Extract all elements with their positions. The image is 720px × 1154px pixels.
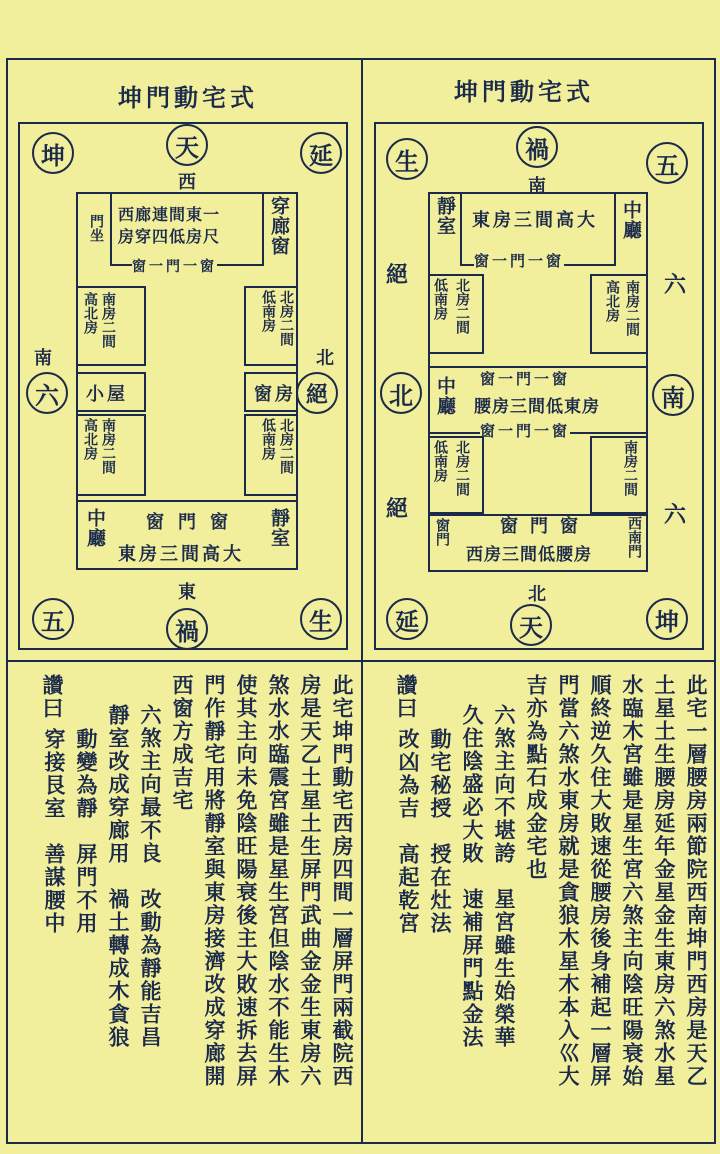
right-upper-right-b: 南房二間: [624, 280, 640, 336]
right-top-room-line: 東房三間高大: [472, 210, 598, 231]
right-corner-bottom-right: 坤: [646, 598, 688, 640]
right-text-line-3: 水臨木宮雖是星生宮六煞主向陰旺陽衰始: [620, 674, 645, 1088]
left-corner-bottom-center: 禍: [166, 608, 208, 650]
left-top-left-room: 門坐: [88, 214, 104, 242]
right-dir-bottom: 北: [528, 584, 546, 605]
right-corner-top-right: 五: [646, 142, 688, 184]
left-text-line-9: 動變為靜 屏門不用: [74, 728, 99, 935]
right-lower-left-a: 低南房: [432, 440, 448, 482]
right-top-room-window: 窗一門一窗: [474, 252, 565, 270]
left-top-room-line1: 西廊連間東一: [118, 205, 221, 224]
divider-vertical: [361, 58, 363, 1142]
right-corner-bottom-left: 延: [386, 598, 428, 640]
left-text-line-2: 房是天乙土星土生屏門武曲金金生東房六: [298, 674, 323, 1088]
right-text-line-8: 久住陰盛必大敗 速補屏門點金法: [460, 704, 485, 1049]
right-text-line-5: 門當六煞水東房就是貪狼木星木本入巛大: [556, 674, 581, 1088]
right-text-line-7: 六煞主向不堪誇 星宮雖生始榮華: [492, 704, 517, 1049]
right-middle-line: 腰房三間低東房: [474, 397, 600, 417]
right-top-right-room: 中廳: [620, 200, 642, 240]
right-bottom-line: 西房三間低腰房: [466, 545, 592, 565]
left-corner-bottom-left: 五: [32, 598, 74, 640]
right-bottom-window: 窗門窗: [500, 516, 590, 537]
left-corner-bottom-right: 生: [300, 598, 342, 640]
left-mid-right-label: 窗房: [254, 384, 296, 405]
right-middle-left-room: 中廳: [434, 376, 456, 416]
right-corner-top-left: 生: [386, 138, 428, 180]
left-text-line-7: 六煞主向最不良 改動為靜能吉昌: [138, 704, 163, 1049]
left-dir-right: 北: [316, 348, 334, 369]
right-corner-mid-right: 南: [652, 374, 694, 416]
left-text-signature: 讚曰: [40, 674, 65, 720]
left-corner-top-right: 延: [300, 132, 342, 174]
right-text-line-6: 吉亦為點石成金宅也: [524, 674, 549, 881]
left-title: 坤門動宅式: [118, 83, 258, 112]
left-bottom-line: 東房三間高大: [118, 544, 244, 565]
left-text-line-1: 此宅坤門動宅西房四間一層屏門兩截院西: [330, 674, 355, 1088]
right-side-right-bottom: 六: [664, 502, 687, 528]
right-title: 坤門動宅式: [454, 77, 594, 106]
left-text-line-3: 煞水水臨震宮雖是星生宮但陰水不能生木: [266, 674, 291, 1088]
left-upper-left-b: 南房二間: [100, 292, 116, 348]
left-text-line-4: 使其主向未免陰旺陽衰後主大敗速拆去屏: [234, 674, 259, 1088]
left-mid-right-circle: 絕: [296, 372, 338, 414]
right-lower-right-room: [590, 436, 648, 514]
right-upper-left-a: 低南房: [432, 278, 448, 320]
right-text-block: [366, 674, 708, 1134]
left-top-right-room: 穿廊窗: [268, 196, 290, 256]
left-top-room-window: 窗一門一窗: [132, 256, 217, 276]
right-text-line-10: 改凶為吉 高起乾宮: [396, 728, 421, 935]
right-dir-top: 南: [528, 176, 546, 197]
left-upper-right-a: 北房二間: [278, 290, 294, 346]
right-text-signature: 讚曰: [394, 674, 419, 720]
left-center-small-label: 小屋: [86, 384, 128, 405]
left-text-block: [14, 674, 354, 1134]
left-dir-left: 南: [34, 348, 52, 369]
left-bottom-window: 窗門窗: [146, 512, 242, 533]
left-upper-left-a: 高北房: [82, 292, 98, 334]
right-side-left-top: 絕: [386, 262, 409, 288]
right-lower-left-b: 北房二間: [454, 440, 470, 496]
left-dir-bottom: 東: [178, 582, 196, 603]
right-side-left-bottom: 絕: [386, 496, 409, 522]
left-lower-left-a: 高北房: [82, 418, 98, 460]
left-upper-right-b: 低南房: [260, 290, 276, 332]
left-top-room-line2: 房穿四低房尺: [118, 227, 221, 246]
right-upper-right-a: 高北房: [604, 280, 620, 322]
left-corner-mid-left: 六: [26, 372, 68, 414]
right-corner-top-center: 禍: [516, 126, 558, 168]
left-text-line-8: 靜室改成穿廊用 禍土轉成木貪狼: [106, 704, 131, 1049]
right-bottom-left-room: 窗門: [434, 518, 450, 546]
right-side-right-top: 六: [664, 272, 687, 298]
right-middle-window1: 窗一門一窗: [480, 370, 571, 388]
left-text-line-6: 西窗方成吉宅: [170, 674, 195, 812]
left-corner-top-left: 坤: [32, 132, 74, 174]
right-text-line-4: 順終逆久住大敗速從腰房後身補起一層屏: [588, 674, 613, 1088]
left-lower-right-b: 低南房: [260, 418, 276, 460]
right-text-line-9: 動宅秘授 授在灶法: [428, 728, 453, 935]
right-corner-mid-left: 北: [380, 372, 422, 414]
right-top-left-room: 靜室: [434, 196, 456, 236]
right-bottom-right-room: 西南門: [626, 516, 642, 558]
right-lower-right: 南房二間: [622, 440, 638, 496]
right-text-line-1: 此宅一層腰房兩節院西南坤門西房是天乙: [684, 674, 709, 1088]
right-text-line-2: 土星土生腰房延年金星金生東房六煞水星: [652, 674, 677, 1088]
left-bottom-left-room: 中廳: [84, 508, 106, 548]
left-lower-left-b: 南房二間: [100, 418, 116, 474]
left-text-line-10: 穿接艮室 善謀腰中: [42, 728, 67, 935]
left-bottom-right-room: 靜室: [268, 508, 290, 548]
right-upper-left-b: 北房二間: [454, 278, 470, 334]
divider-horizontal: [6, 660, 714, 662]
left-lower-right-a: 北房二間: [278, 418, 294, 474]
left-corner-top-center: 天: [166, 124, 208, 166]
right-corner-bottom-center: 天: [510, 604, 552, 646]
left-text-line-5: 門作靜宅用將靜室與東房接濟改成穿廊開: [202, 674, 227, 1088]
right-middle-window2: 窗一門一窗: [480, 422, 571, 440]
left-dir-top: 西: [178, 172, 196, 193]
